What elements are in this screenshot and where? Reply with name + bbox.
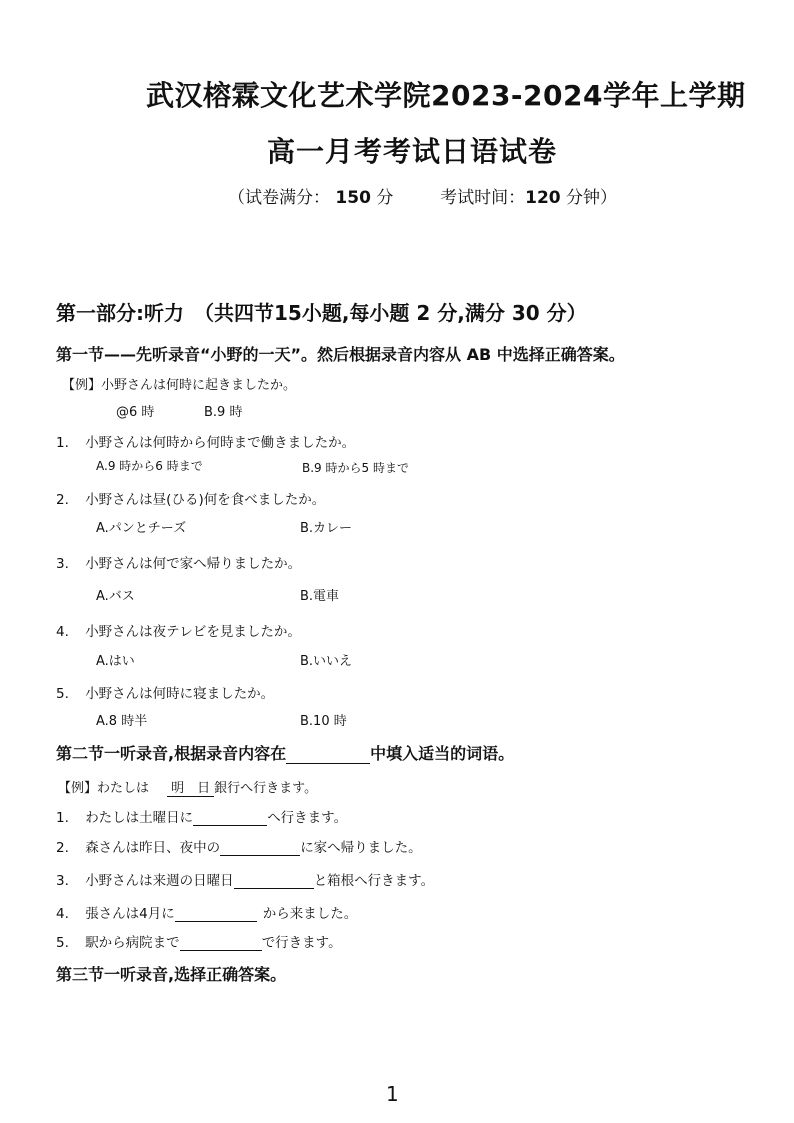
question-1 xyxy=(56,431,355,451)
example-prefix: 【例】わたしは xyxy=(58,781,150,796)
question-4 xyxy=(56,620,301,640)
example-option-b: B.9 時 xyxy=(204,405,243,420)
question-4-option-a: A.はい xyxy=(96,654,135,669)
time-value: 120 xyxy=(525,188,561,208)
answer-blank[interactable] xyxy=(175,907,257,922)
question-number: 5. xyxy=(56,935,69,951)
section2-heading-after: 中填入适当的词语。 xyxy=(370,744,515,763)
question-number: 4. xyxy=(56,906,69,922)
exam-info xyxy=(228,183,617,208)
question-number: 3. xyxy=(56,556,69,572)
section2-example xyxy=(58,777,317,796)
question-5-option-b: B.10 時 xyxy=(300,714,347,729)
question-number: 2. xyxy=(56,840,69,856)
question-text: 小野さんは昼(ひる)何を食べましたか。 xyxy=(85,492,326,508)
answer-blank[interactable] xyxy=(193,811,267,826)
question-number: 1. xyxy=(56,810,69,826)
page-number: 1 xyxy=(386,1082,399,1106)
exam-title-line2: 高一月考考试日语试卷 xyxy=(267,135,558,168)
question-text-after: へ行きます。 xyxy=(267,810,348,826)
question-3-option-b: B.電車 xyxy=(300,589,340,604)
question-text-before: 森さんは昨日、夜中の xyxy=(85,840,221,856)
question-number: 3. xyxy=(56,873,69,889)
question-1-option-a: A.9 時から6 時まで xyxy=(96,459,203,473)
section1-heading: 第一节——先听录音“小野的一天”。然后根据录音内容从 AB 中选择正确答案。 xyxy=(56,345,625,364)
section2-heading-before: 第二节一听录音,根据录音内容在 xyxy=(56,744,287,763)
question-5 xyxy=(56,682,274,702)
section3-heading: 第三节一听录音,选择正确答案。 xyxy=(56,965,287,984)
section1-example-question: 【例】小野さんは何時に起きましたか。 xyxy=(62,378,297,393)
exam-title-line1: 武汉榕霖文化艺术学院2023-2024学年上学期 xyxy=(146,79,746,112)
question-text-before: 駅から病院まで xyxy=(85,935,180,951)
answer-blank[interactable] xyxy=(234,874,314,889)
answer-blank[interactable] xyxy=(220,841,300,856)
fill-question-4 xyxy=(56,902,357,922)
answer-blank[interactable] xyxy=(180,936,262,951)
question-number: 4. xyxy=(56,624,69,640)
question-number: 1. xyxy=(56,435,69,451)
section2-heading xyxy=(56,741,514,764)
question-text-after: から来ました。 xyxy=(262,906,358,922)
info-full-score-label: （试卷满分： xyxy=(228,188,330,208)
heading-blank xyxy=(286,749,370,764)
question-text-after: に家へ帰りました。 xyxy=(300,840,422,856)
example-option-a: @6 時 xyxy=(116,405,155,420)
question-2-option-a: A.パンとチーズ xyxy=(96,521,187,536)
example-suffix: 銀行へ行きます。 xyxy=(214,781,318,796)
info-unit-minutes: 分钟） xyxy=(566,188,618,208)
full-score-value: 150 xyxy=(335,188,371,208)
info-unit-fen: 分 xyxy=(376,188,394,208)
info-time-label: 考试时间： xyxy=(440,188,526,208)
question-text-after: で行きます。 xyxy=(261,935,342,951)
question-number: 2. xyxy=(56,492,69,508)
part1-heading: 第一部分:听力 （共四节15小题,每小题 2 分,满分 30 分） xyxy=(56,301,587,325)
question-3-option-a: A.バス xyxy=(96,589,135,604)
question-text: 小野さんは何時から何時まで働きましたか。 xyxy=(85,435,356,451)
question-2-option-b: B.カレー xyxy=(300,521,353,536)
question-text: 小野さんは何時に寝ましたか。 xyxy=(85,686,275,702)
question-3 xyxy=(56,552,301,572)
question-text-after: と箱根へ行きます。 xyxy=(313,873,435,889)
question-text: 小野さんは何で家へ帰りましたか。 xyxy=(85,556,302,572)
example-answer: 明 日 xyxy=(167,781,214,797)
fill-question-5 xyxy=(56,931,342,951)
question-4-option-b: B.いいえ xyxy=(300,654,353,669)
fill-question-1 xyxy=(56,806,347,826)
fill-question-3 xyxy=(56,869,434,889)
question-number: 5. xyxy=(56,686,69,702)
question-5-option-a: A.8 時半 xyxy=(96,714,148,729)
question-text-before: 張さんは4月に xyxy=(85,906,175,922)
question-text-before: わたしは土曜日に xyxy=(85,810,194,826)
fill-question-2 xyxy=(56,836,422,856)
question-text-before: 小野さんは来週の日曜日 xyxy=(85,873,234,889)
question-2 xyxy=(56,488,325,508)
question-1-option-b: B.9 時から5 時まで xyxy=(302,461,409,475)
question-text: 小野さんは夜テレビを見ましたか。 xyxy=(85,624,301,640)
